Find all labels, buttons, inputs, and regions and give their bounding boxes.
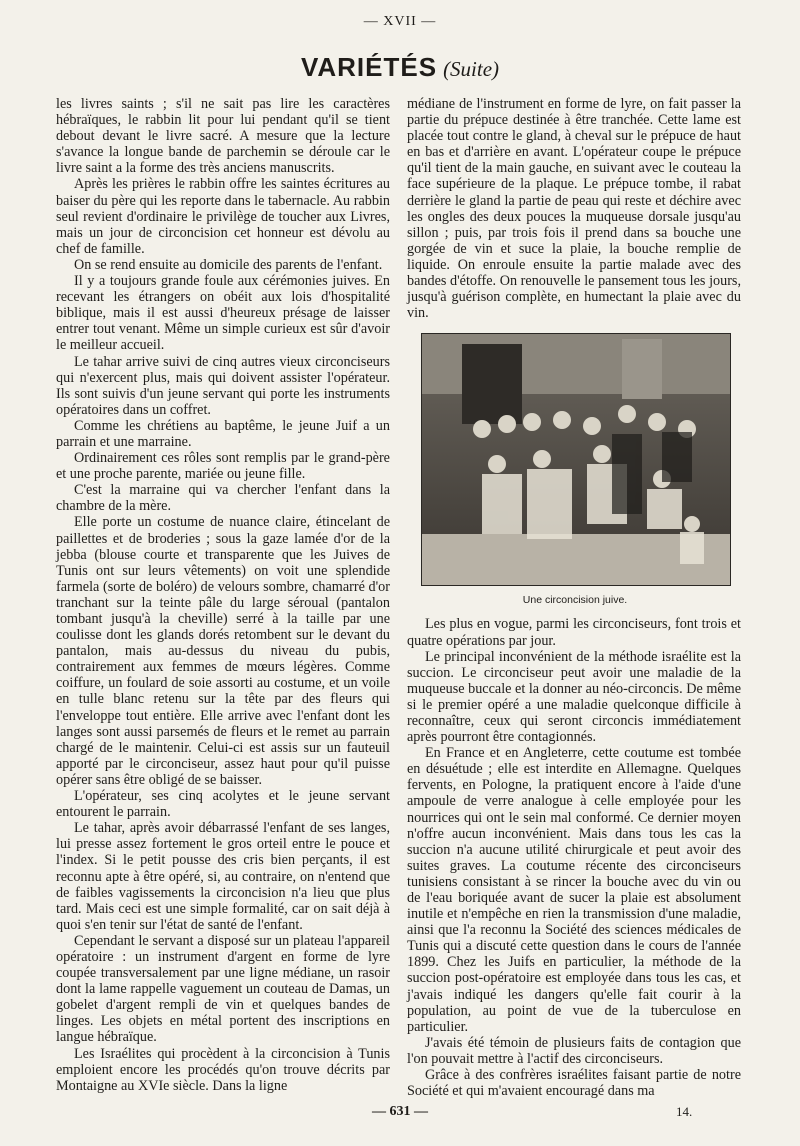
paragraph: On se rend ensuite au domicile des parents de l'enfant. (74, 256, 383, 273)
paragraph: L'opérateur, ses cinq acolytes et le jeune servant entourent le parrain. (56, 788, 390, 821)
photograph (421, 333, 731, 586)
page-number: — 631 — (372, 1104, 428, 1119)
paragraph: C'est la marraine qui va chercher l'enfant dans la chambre de la mère. (56, 482, 390, 515)
right-column (407, 96, 741, 1099)
section-title (0, 52, 800, 83)
figure-caption: Une circoncision juive. (522, 594, 628, 607)
paragraph: Après les prières le rabbin offre les saintes écritures au baiser du père qui les reporte dans le tabernacle. Au rabbin seul revient d'ordinaire le privilège de toucher aux Livres, mais un jour de circoncision cet honneur est dévolu au chef de famille. (56, 176, 390, 257)
paragraph: Grâce à des confrères israélites faisant partie de notre Société et qui m'avaient encouragé dans ma (407, 1067, 741, 1100)
figure (421, 333, 729, 608)
paragraph: Ordinairement ces rôles sont remplis par le grand-père et une proche parente, mariée ou jeune fille. (56, 450, 390, 483)
page-roman-number: — XVII — (363, 14, 437, 29)
paragraph: Il y a toujours grande foule aux cérémonies juives. En recevant les étrangers on obéit aux lois d'hospitalité biblique, mais il est aussi d'heureux présage de laisser entrer tout venant. Même un simple curieux est sûr d'avoir le meilleur accueil. (56, 273, 390, 354)
paragraph: Les Israélites qui procèdent à la circoncision à Tunis emploient encore les procédés qu'on trouve décrits par Montaigne au XVIe siècle. Dans la ligne (56, 1045, 390, 1094)
paragraph: En France et en Angleterre, cette coutume est tombée en désuétude ; elle est interdite en Allemagne. Quelques fervents, en Pologne, la pratiquent encore à l'aide d'une ampoule de verre analogue à celle employée pour les nourrices qui ont le sein mal conformé. Ce dernier moyen n'offre aucun inconvénient. Mais dans tous les cas la succion n'a aucune utilité chirurgicale et peut avoir des suites graves. La coutume récente des circonciseurs tunisiens consistant à se rincer la bouche avec du vin ou de l'eau boriquée avant de sucer la plaie est absolument inutile et n'empêche en rien la transmission d'une maladie, ainsi que l'a reconnu la Société des sciences médicales de Tunis qui a discuté cette question dans le cours de l'année 1899. Chez les Juifs en particulier, la méthode de la succion post-opératoire est employée dans tous les cas, et j'avais indiqué les dangers qu'elle fait courir à la population, au point de vue de la tuberculose en particulier. (407, 745, 741, 1035)
signature-mark: 14. (676, 1104, 693, 1119)
paragraph: les livres saints ; s'il ne sait pas lire les caractères hébraïques, le rabbin lit pour lui pendant qu'il se tient debout devant le livre sacré. A mesure que la lecture s'avance la longue bande de parchemin se déroule car le livre saint a la forme des très anciens manuscrits. (56, 96, 390, 177)
title-suite: (Suite) (443, 57, 500, 81)
paragraph: Cependant le servant a disposé sur un plateau l'appareil opératoire : un instrument d'argent en forme de lyre coupée transversalement par une ligne médiane, un rasoir dont la lame rappelle vaguement un couteau de Damas, un gobelet d'argent rempli de vin et quelques bandes de linges. Les objets en métal portent des inscriptions en langue hébraïque. (56, 932, 390, 1046)
paragraph: Elle porte un costume de nuance claire, étincelant de paillettes et de broderies ; sous la gaze lamée d'or de la jebba (blouse courte et transparente que les Juives de Tunis ont sur leurs vêtements) on voit une splendide farmela (sorte de boléro) de velours sombre, chamarré d'or tranchant sur la teinte pâle du large séroual (pantalon tombant jusqu'à la cheville) serré à la taille par une coulisse dont les glands dorés retombent sur le devant du pantalon, mais au-dessus du niveau du pubis, contrairement aux femmes de mœurs légères. Comme coiffure, un foulard de soie assorti au costume, et un voile en tulle blanc retenu sur la tête par des fleurs qui l'enveloppe tout entière. Elle arrive avec l'enfant dont les langes sont aussi parsemés de fleurs et le remet au parrain chargé de le maintenir. Celui-ci est assis sur un fauteuil apporté par le circonciseur, assez haut pour qu'il puisse opérer sans être obligé de se baisser. (56, 514, 390, 788)
paragraph: médiane de l'instrument en forme de lyre, on fait passer la partie du prépuce destinée à être tranchée. Cette lame est placée tout contre le gland, à cheval sur le prépuce de haut en bas et d'arrière en avant. L'opérateur coupe le prépuce qu'il tient de la main gauche, en suivant avec le couteau la face supérieure de la plaque. Le prépuce tombe, il rabat derrière le gland la partie de peau qui reste et déchire avec les ongles des deux pouces la muqueuse dorsale jusqu'au sillon ; puis, par trois fois il prend dans sa bouche une gorgée de vin et suce la plaie, la bouche remplie de liquide. On enroule ensuite la partie malade avec des bandes d'étoffe. On renouvelle le pansement tous les jours, jusqu'à guérison complète, en humectant la plaie avec du vin. (407, 96, 741, 322)
paragraph: Les plus en vogue, parmi les circonciseurs, font trois et quatre opérations par jour. (407, 616, 741, 649)
paragraph: Comme les chrétiens au baptême, le jeune Juif a un parrain et une marraine. (56, 417, 390, 450)
paragraph: Le principal inconvénient de la méthode israélite est la succion. Le circonciseur peut avoir une maladie de la muqueuse buccale et la donner au néo-circoncis. De même si le premier opéré a une maladie quelconque difficile à reconnaître, ceux qui seront circoncis immédiatement après pourront être contagionnés. (407, 648, 741, 746)
paragraph: Le tahar, après avoir débarrassé l'enfant de ses langes, lui presse assez fortement le gros orteil entre le pouce et l'index. Si le petit pousse des cris bien perçants, il est reconnu apte à être opéré, si, au contraire, on n'entend que de faibles vagissements la circoncision n'a lieu que plus tard. Mais ceci est une simple formalité, car on sait déjà à quoi s'en tenir sur l'état de santé de l'enfant. (56, 820, 390, 933)
title-main: VARIÉTÉS (300, 52, 438, 82)
paragraph: Le tahar arrive suivi de cinq autres vieux circonciseurs qui n'exercent plus, mais qui doivent assister l'opérateur. Ils sont suivis d'un jeune servant qui porte les instruments opératoires dans un coffret. (56, 353, 390, 418)
left-column (56, 96, 390, 1094)
photo-illustration (422, 334, 730, 585)
paragraph: J'avais été témoin de plusieurs faits de contagion que l'on pouvait mettre à l'actif des circonciseurs. (407, 1034, 741, 1067)
